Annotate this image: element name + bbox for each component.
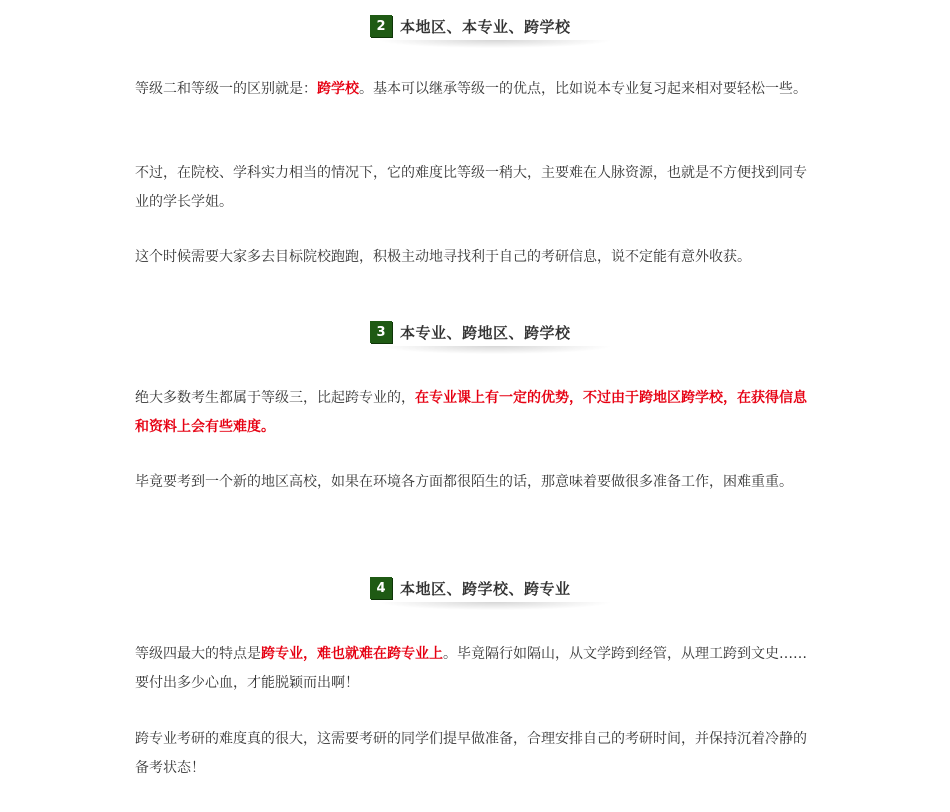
section-2-heading [370, 13, 571, 39]
paragraph: 这个时候需要大家多去目标院校跑跑，积极主动地寻找利于自己的考研信息，说不定能有意外收获。 [135, 249, 751, 265]
highlight-text: 在专业课上有一定的优势，不过由于跨地区跨学校，在获得信息和资料上会有些难度。 [135, 390, 807, 435]
section-title: 本地区、跨学校、跨专业 [400, 579, 571, 598]
paragraph-text: 。毕竟隔行如隔山，从文学跨到经管，从理工跨到文史……要付出多少心血，才能脱颖而出啊！ [135, 646, 807, 691]
paragraph-text: 等级二和等级一的区别就是： [135, 81, 317, 97]
paragraph: 跨专业考研的难度真的很大，这需要考研的同学们提早做准备，合理安排自己的考研时间，并保持沉着冷静的备考状态！ [135, 731, 807, 776]
highlight-text: 跨学校 [317, 81, 359, 97]
paragraph: 不过，在院校、学科实力相当的情况下，它的难度比等级一稍大，主要难在人脉资源，也就是不方便找到同专业的学长学姐。 [135, 165, 807, 210]
section-title: 本专业、跨地区、跨学校 [400, 323, 571, 342]
section-4-heading [370, 575, 571, 601]
paragraph [135, 384, 815, 442]
section-title: 本地区、本专业、跨学校 [400, 17, 571, 36]
paragraph-text: 等级四最大的特点是 [135, 646, 261, 662]
paragraph: 毕竟要考到一个新的地区高校，如果在环境各方面都很陌生的话，那意味着要做很多准备工作，困难重重。 [135, 474, 793, 490]
heading-shadow-decoration [380, 602, 610, 610]
heading-shadow-decoration [380, 346, 610, 354]
paragraph-text: 。基本可以继承等级一的优点，比如说本专业复习起来相对要轻松一些。 [359, 81, 807, 97]
paragraph [135, 640, 815, 698]
paragraph-text: 绝大多数考生都属于等级三，比起跨专业的， [135, 390, 415, 406]
section-3-heading [370, 319, 571, 345]
section-number-badge: 4 [370, 577, 392, 599]
section-number-badge: 2 [370, 15, 392, 37]
highlight-text: 跨专业，难也就难在跨专业上 [261, 646, 443, 662]
section-number-badge: 3 [370, 321, 392, 343]
heading-shadow-decoration [380, 40, 610, 48]
paragraph [135, 75, 815, 104]
